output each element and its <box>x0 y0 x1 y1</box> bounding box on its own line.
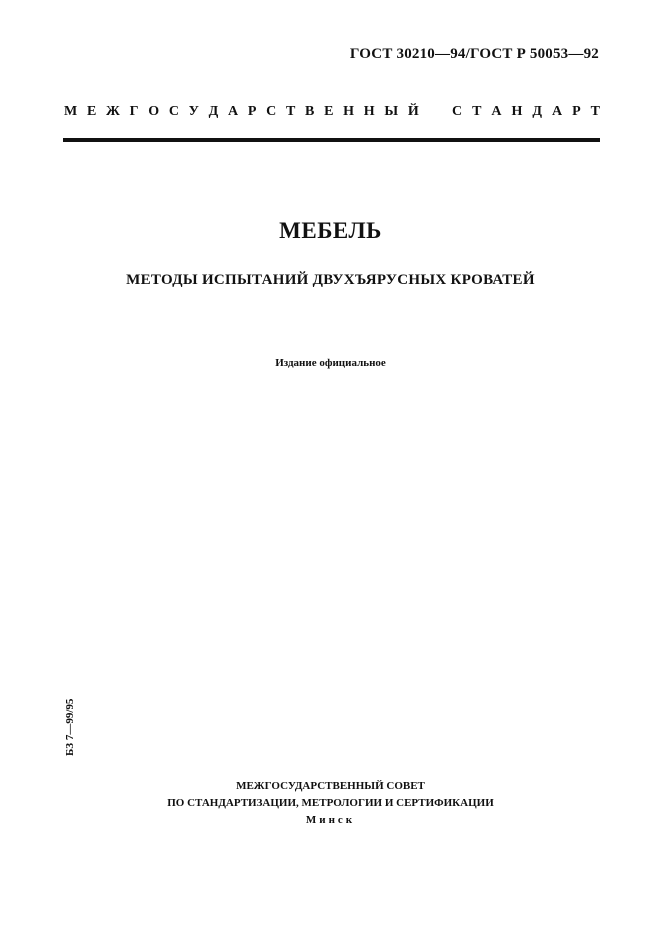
document-subtitle: МЕТОДЫ ИСПЫТАНИЙ ДВУХЪЯРУСНЫХ КРОВАТЕЙ <box>126 272 535 288</box>
letter: О <box>148 104 160 119</box>
standard-type-word-standard <box>452 104 600 120</box>
publisher-city: Минск <box>305 814 356 826</box>
letter: А <box>228 104 239 119</box>
publisher-block <box>0 778 661 829</box>
letter: Н <box>511 104 523 119</box>
letter: Й <box>407 104 419 119</box>
header-divider <box>63 138 600 142</box>
letter: Е <box>86 104 97 119</box>
document-title: МЕБЕЛЬ <box>279 218 382 243</box>
side-catalog-code: БЗ 7—99/95 <box>64 698 76 756</box>
letter: С <box>452 104 463 119</box>
letter: Е <box>324 104 334 119</box>
publisher-line-2: ПО СТАНДАРТИЗАЦИИ, МЕТРОЛОГИИ И СЕРТИФИКАЦИИ <box>167 797 494 809</box>
letter: С <box>168 104 179 119</box>
letter: М <box>64 104 78 119</box>
letter: Д <box>208 104 219 119</box>
standard-type-word-interstate <box>64 104 419 120</box>
letter: Р <box>572 104 581 119</box>
edition-note: Издание официальное <box>275 357 386 369</box>
letter: А <box>551 104 563 119</box>
standard-type-heading <box>64 104 600 120</box>
publisher-line-1: МЕЖГОСУДАРСТВЕННЫЙ СОВЕТ <box>236 780 425 792</box>
letter: Т <box>285 104 296 119</box>
letter: Т <box>590 104 600 119</box>
letter: Г <box>129 104 139 119</box>
letter: Ж <box>106 104 120 119</box>
letter: Р <box>247 104 257 119</box>
letter: Т <box>472 104 482 119</box>
letter: В <box>305 104 315 119</box>
letter: Ы <box>384 104 399 119</box>
document-code: ГОСТ 30210—94/ГОСТ Р 50053—92 <box>349 46 599 62</box>
letter: Д <box>532 104 542 119</box>
letter: Н <box>343 104 355 119</box>
letter: У <box>188 104 199 119</box>
letter: А <box>491 104 502 119</box>
letter: С <box>266 104 277 119</box>
letter: Н <box>363 104 375 119</box>
